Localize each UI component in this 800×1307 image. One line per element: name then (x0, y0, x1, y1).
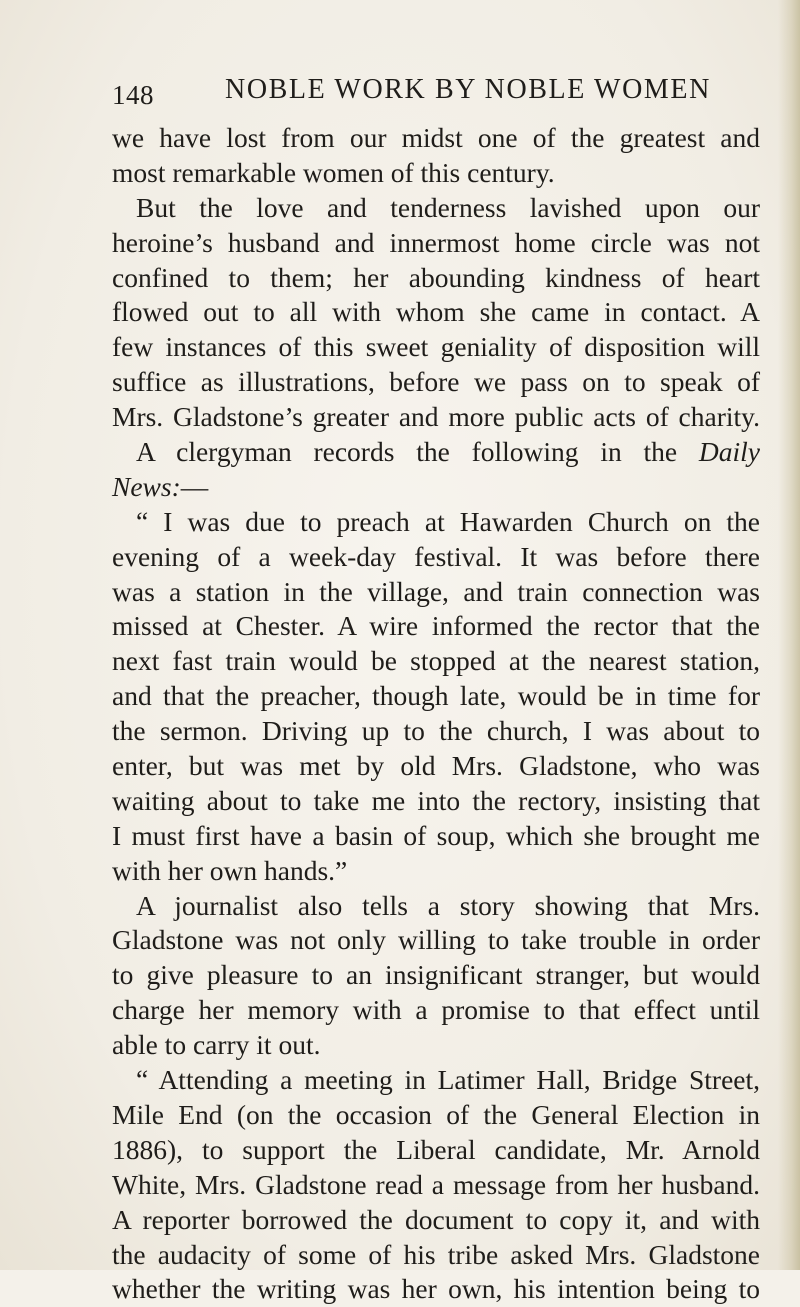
text-line: White, Mrs. Gladstone read a message from her husband. (112, 1168, 760, 1200)
text-line: A reporter borrowed the document to copy it, and with (112, 1203, 760, 1235)
text-line: “ Attending a meeting in Latimer Hall, Bridge Street, (136, 1064, 760, 1096)
text-line: flowed out to all with whom she came in contact. A (112, 296, 760, 328)
text-line: A journalist also tells a story showing that Mrs. (136, 889, 760, 921)
text-line: “ I was due to preach at Hawarden Church on the (136, 505, 760, 537)
italic-text: Daily (698, 436, 760, 468)
text-span: A clergyman records the following in the (136, 436, 678, 468)
text-line (112, 470, 760, 505)
text-line: few instances of this sweet geniality of disposition will (112, 331, 760, 363)
text-line: whether the writing was her own, his intention being to (112, 1273, 760, 1305)
page-number: 148 (112, 80, 154, 110)
text-line: the sermon. Driving up to the church, I was about to (112, 715, 760, 747)
text-line: suffice as illustrations, before we pass on to speak of (112, 366, 760, 398)
text-line: 1886), to support the Liberal candidate, Mr. Arnold (112, 1133, 760, 1165)
text-line: confined to them; her abounding kindness of heart (112, 261, 760, 293)
text-line: But the love and tenderness lavished upon our (136, 191, 760, 223)
text-line: waiting about to take me into the rectory, insisting that (112, 784, 760, 816)
text-line: the audacity of some of his tribe asked Mrs. Gladstone (112, 1238, 760, 1270)
text-line: with her own hands.” (112, 854, 348, 886)
text-line: charge her memory with a promise to that effect until (112, 994, 760, 1026)
text-line: we have lost from our midst one of the greatest and (112, 122, 760, 153)
text-line: missed at Chester. A wire informed the rector that the (112, 610, 760, 642)
text-line: able to carry it out. (112, 1029, 321, 1061)
text-line: Gladstone was not only willing to take trouble in order (112, 924, 760, 956)
text-line: most remarkable women of this century. (112, 156, 555, 188)
text-line: Mrs. Gladstone’s greater and more public acts of charity. (112, 401, 760, 433)
text-line (112, 435, 760, 470)
text-line: evening of a week-day festival. It was before there (112, 540, 760, 572)
text-line: to give pleasure to an insignificant stranger, but would (112, 959, 760, 991)
text-line: was a station in the village, and train connection was (112, 575, 760, 607)
text-line: heroine’s husband and innermost home circle was not (112, 226, 760, 258)
text-line: enter, but was met by old Mrs. Gladstone, who was (112, 750, 760, 782)
text-line: next fast train would be stopped at the nearest station, (112, 645, 760, 677)
text-line: I must first have a basin of soup, which she brought me (112, 819, 760, 851)
page-header (112, 72, 760, 112)
italic-text: News: (112, 470, 181, 502)
text-line: Mile End (on the occasion of the General Election in (112, 1098, 760, 1130)
text-line: and that the preacher, though late, would be in time for (112, 680, 760, 712)
text-span: — (180, 470, 209, 502)
page-edge-shadow (778, 0, 800, 1270)
running-head: NOBLE WORK BY NOBLE WOMEN (225, 74, 711, 105)
body-text (112, 121, 760, 1307)
